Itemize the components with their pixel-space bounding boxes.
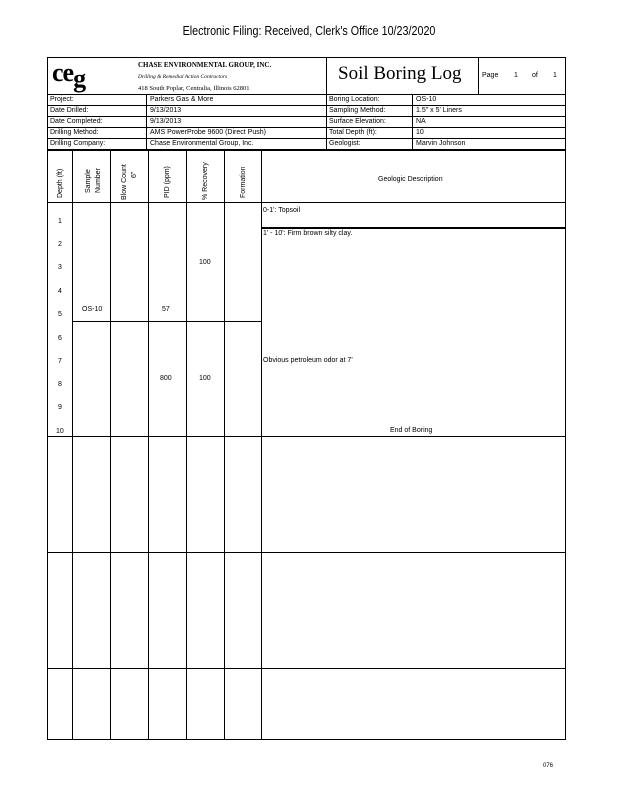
column-depth: Depth (ft) <box>57 168 64 198</box>
depth-6: 6 <box>58 335 62 342</box>
page-num: 1 <box>514 72 518 79</box>
column-recovery: % Recovery <box>202 162 209 200</box>
page-total: 1 <box>553 72 557 79</box>
filing-stamp: Electronic Filing: Received, Clerk's Office 10/23/2020 <box>182 24 436 38</box>
depth-5: 5 <box>58 311 62 318</box>
pid-value-1: 57 <box>162 306 170 313</box>
column-formation: Formation <box>240 166 247 198</box>
depth-2: 2 <box>58 241 62 248</box>
geologist-value: Marvin Johnson <box>416 140 466 147</box>
total-depth-value: 10 <box>416 129 424 136</box>
date-completed-value: 9/13/2013 <box>150 118 182 125</box>
date-drilled-value: 9/13/2013 <box>150 107 182 114</box>
drilling-company-label: Drilling Company: <box>50 140 106 147</box>
company-address: 418 South Poplar, Centralia, Illinois 62801 <box>138 85 250 92</box>
description-odor: Obvious petroleum odor at 7' <box>263 357 353 364</box>
sampling-method-label: Sampling Method: <box>329 107 386 114</box>
depth-4: 4 <box>58 288 62 295</box>
boring-location-label: Boring Location: <box>329 96 380 103</box>
depth-8: 8 <box>58 381 62 388</box>
sample-number-1: OS-10 <box>82 306 103 313</box>
description-topsoil: 0-1': Topsoil <box>263 207 301 214</box>
drilling-company-value: Chase Environmental Group, Inc. <box>150 140 254 147</box>
sampling-method-value: 1.5" x 5' Liners <box>416 107 462 114</box>
column-blow-count: Blow Count <box>121 164 128 200</box>
total-depth-label: Total Depth (ft): <box>329 129 377 136</box>
surface-elevation-value: NA <box>416 118 426 125</box>
page-label: Page <box>482 72 499 79</box>
soil-boring-log-form <box>47 57 566 740</box>
drilling-method-value: AMS PowerProbe 9600 (Direct Push) <box>150 129 266 136</box>
project-label: Project: <box>50 96 74 103</box>
company-logo: ceg <box>52 58 86 93</box>
geologist-label: Geologist: <box>329 140 361 147</box>
depth-9: 9 <box>58 404 62 411</box>
surface-elevation-label: Surface Elevation: <box>329 118 386 125</box>
company-info <box>138 60 271 94</box>
company-tagline: Drilling & Remedial Action Contractors <box>138 74 228 80</box>
description-end: End of Boring <box>390 427 433 434</box>
column-blow-count-unit: 6" <box>131 171 138 178</box>
drilling-method-label: Drilling Method: <box>50 129 99 136</box>
description-clay: 1' - 10': Firm brown silty clay. <box>263 230 353 237</box>
depth-10: 10 <box>56 428 64 435</box>
depth-7: 7 <box>58 358 62 365</box>
depth-3: 3 <box>58 264 62 271</box>
recovery-value-1: 100 <box>199 259 211 266</box>
form-title: Soil Boring Log <box>338 63 462 84</box>
column-sample-line2: Number <box>95 168 102 193</box>
date-drilled-label: Date Drilled: <box>50 107 89 114</box>
column-sample-line1: Sample <box>85 169 92 193</box>
column-pid: PID (ppm) <box>164 166 171 198</box>
date-completed-label: Date Completed: <box>50 118 103 125</box>
pid-value-2: 800 <box>160 375 172 382</box>
project-value: Parkers Gas & More <box>150 96 214 103</box>
page-footer-number: 076 <box>543 763 554 769</box>
company-name: CHASE ENVIRONMENTAL GROUP, INC. <box>138 61 272 69</box>
recovery-value-2: 100 <box>199 375 211 382</box>
column-geologic-description: Geologic Description <box>378 176 443 183</box>
boring-location-value: OS-10 <box>416 96 437 103</box>
of-label: of <box>532 72 538 79</box>
depth-1: 1 <box>58 218 62 225</box>
